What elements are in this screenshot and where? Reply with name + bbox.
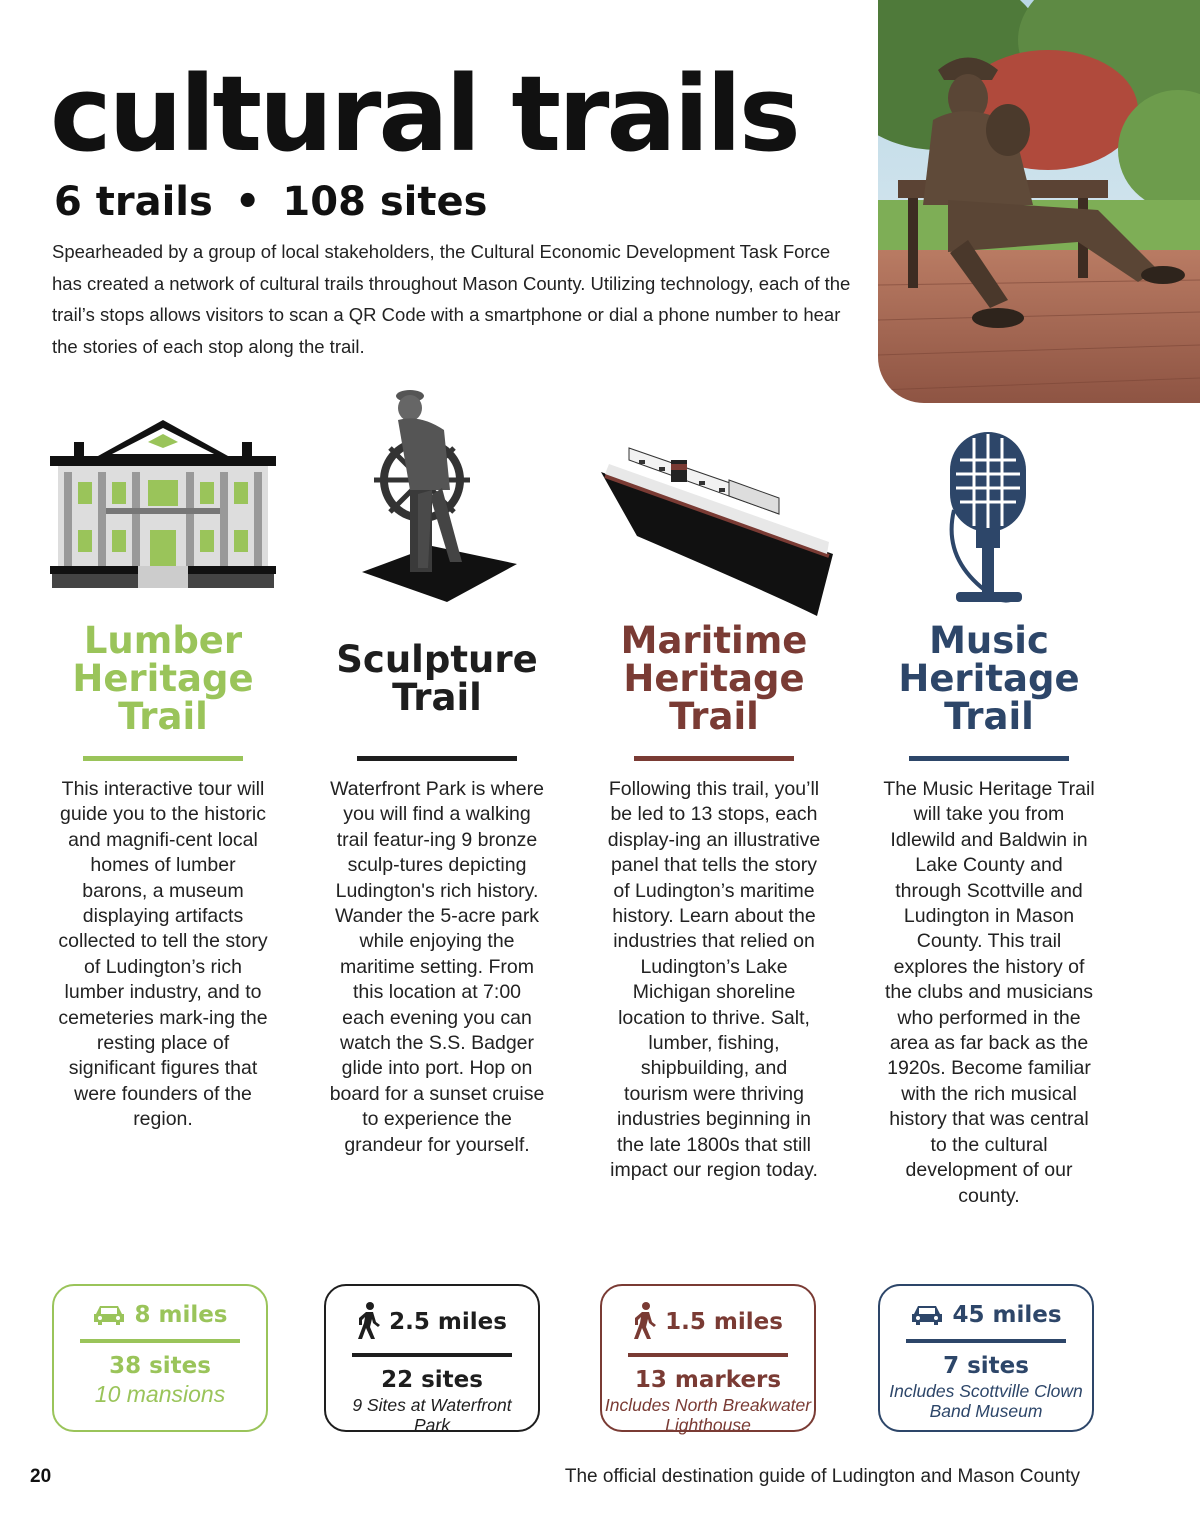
card-divider <box>352 1353 512 1357</box>
site-count: 7 sites <box>943 1353 1029 1379</box>
maritime-heritage-trail <box>589 380 839 1184</box>
trail-title: Music Heritage Trail <box>898 619 1080 738</box>
lumber-heritage-trail <box>38 380 288 1133</box>
trail-note: Includes Scottville Clown Band Museum <box>889 1381 1083 1421</box>
page-title: cultural trails <box>50 53 798 175</box>
divider <box>357 756 517 761</box>
bench-sculpture-photo <box>878 0 1200 403</box>
music-trail-stats <box>878 1284 1094 1432</box>
site-count: 22 sites <box>381 1367 483 1393</box>
car-icon <box>910 1304 944 1326</box>
card-divider <box>80 1339 240 1343</box>
trail-distance: 45 miles <box>880 1302 1092 1328</box>
walking-icon <box>357 1302 381 1342</box>
card-divider <box>628 1353 788 1357</box>
site-count: 13 markers <box>634 1367 782 1393</box>
trail-description: Waterfront Park is where you will find a walking trail featur-ing 9 bronze sculp-tures depicting Ludington's rich history. Wander the 5-acre park while enjoying the maritime setting. From this location at 7:00 each evening you can watch the S.S. Badger glide into port. Hop on board for a sunset cruise to experience the grandeur for yourself. <box>329 778 545 1156</box>
walking-icon <box>633 1302 657 1342</box>
trail-title: Sculpture Trail <box>336 638 538 719</box>
site-count: 38 sites <box>109 1353 211 1379</box>
trail-description: This interactive tour will guide you to the historic and magnifi-cent local homes of lumber barons, a museum displaying artifacts collected to tell the story of Ludington’s rich lumber industry, and to cemeteries mark-ing the resting place of significant figures that were founders of the region. <box>58 778 268 1131</box>
sculpture-trail <box>312 380 562 1158</box>
trail-title: Maritime Heritage Trail <box>620 619 808 738</box>
divider <box>83 756 243 761</box>
lumber-trail-stats <box>52 1284 268 1432</box>
divider <box>634 756 794 761</box>
trail-distance: 8 miles <box>54 1302 266 1328</box>
sculpture-trail-stats <box>324 1284 540 1435</box>
sculpture-icon <box>312 380 562 620</box>
trail-summary <box>54 179 488 225</box>
card-divider <box>906 1339 1066 1343</box>
page-number: 20 <box>30 1466 52 1487</box>
intro-paragraph: Spearheaded by a group of local stakeholders, the Cultural Economic Development Task Force has created a network of cultural trails throughout Mason County. Utilizing technology, each of the trail’s stops allows visitors to scan a QR Code with a smartphone or dial a phone number to hear the stories of each stop along the trail. <box>52 241 851 357</box>
car-icon <box>92 1304 126 1326</box>
mansion-icon <box>38 380 288 620</box>
music-heritage-trail <box>864 380 1114 1209</box>
site-count: 108 sites <box>282 179 488 225</box>
separator-dot: • <box>234 179 261 225</box>
divider <box>909 756 1069 761</box>
trail-description: Following this trail, you’ll be led to 13 stops, each display-ing an illustrative panel that tells the story of Ludington’s maritime history. Learn about the industries that relied on Ludington’s Lake Michigan shoreline location to thrive. Salt, lumber, fishing, shipbuilding, and tourism were thriving industries beginning in the late 1800s that still impact our region today. <box>607 778 821 1182</box>
trail-title: Lumber Heritage Trail <box>72 619 254 738</box>
trail-distance: 2.5 miles <box>326 1302 538 1342</box>
trail-note: 9 Sites at Waterfront Park <box>352 1395 512 1435</box>
trail-count: 6 trails <box>54 179 213 225</box>
trail-note: Includes North Breakwater Lighthouse <box>604 1395 812 1435</box>
ship-icon <box>589 380 839 620</box>
footer-text: The official destination guide of Ludington and Mason County <box>564 1466 1080 1487</box>
trail-distance: 1.5 miles <box>602 1302 814 1342</box>
trail-description: The Music Heritage Trail will take you from Idlewild and Baldwin in Lake County and through Scottville and Ludington in Mason County. This trail explores the history of the clubs and musicians who performed in the area as far back as the 1920s. Become familiar with the rich musical history that was central to the cultural development of our county. <box>883 778 1095 1207</box>
microphone-icon <box>864 380 1114 620</box>
maritime-trail-stats <box>600 1284 816 1435</box>
trail-note: 10 mansions <box>94 1381 226 1407</box>
